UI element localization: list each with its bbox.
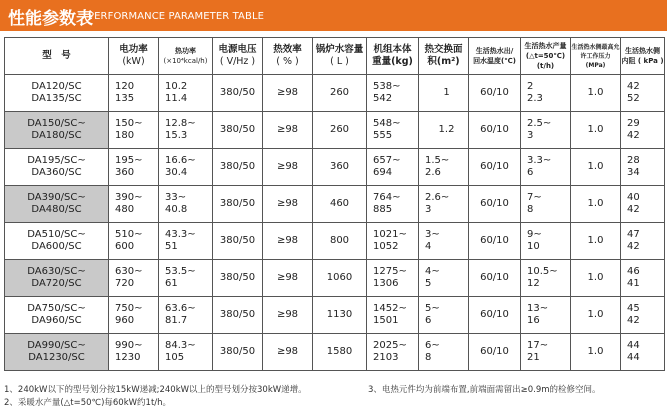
power-cell — [109, 149, 159, 186]
water-capacity-cell: 360 — [313, 149, 367, 186]
header-voltage: 电源电压 ( V/Hz ) — [213, 38, 263, 75]
water-output-cell-line: 2.5~ — [527, 118, 552, 129]
weight-cell-line: 538~ — [373, 81, 401, 92]
resistance-cell — [621, 112, 665, 149]
exchange-area-cell-line: 4 — [425, 241, 432, 252]
water-temp-cell: 60/10 — [469, 334, 521, 371]
resistance-cell-line: 34 — [627, 167, 640, 178]
water-output-cell-line: 17~ — [527, 340, 549, 351]
pressure-cell: 1.0 — [571, 260, 621, 297]
table-row — [5, 297, 665, 334]
resistance-cell — [621, 297, 665, 334]
voltage-cell: 380/50 — [213, 112, 263, 149]
power-cell — [109, 112, 159, 149]
resistance-cell-line: 42 — [627, 204, 640, 215]
power-cell-line: 1230 — [115, 352, 141, 363]
resistance-cell — [621, 75, 665, 112]
water-output-cell-line: 10.5~ — [527, 266, 558, 277]
power-cell-line: 630~ — [115, 266, 143, 277]
model-cell — [5, 186, 109, 223]
efficiency-cell: ≥98 — [263, 334, 313, 371]
heat-power-cell — [159, 297, 213, 334]
resistance-cell-line: 40 — [627, 192, 640, 203]
table-row — [5, 334, 665, 371]
weight-cell-line: 1052 — [373, 241, 399, 252]
water-capacity-cell: 1060 — [313, 260, 367, 297]
heat-power-cell — [159, 334, 213, 371]
table-row — [5, 260, 665, 297]
voltage-cell: 380/50 — [213, 75, 263, 112]
weight-cell-line: 555 — [373, 130, 393, 141]
water-output-cell-line: 3 — [527, 130, 534, 141]
power-cell-line: 135 — [115, 93, 135, 104]
model-cell-line: DA120/SC — [31, 81, 82, 92]
efficiency-cell: ≥98 — [263, 260, 313, 297]
title-bar — [0, 0, 667, 31]
model-cell-line: DA135/SC — [31, 93, 82, 104]
power-cell-line: 390~ — [115, 192, 143, 203]
exchange-area-cell — [419, 334, 469, 371]
resistance-cell-line: 44 — [627, 340, 640, 351]
header-water-capacity: 锅炉水容量 ( L ) — [313, 38, 367, 75]
water-output-cell-line: 2.3 — [527, 93, 543, 104]
model-cell-line: DA600/SC — [31, 241, 82, 252]
weight-cell — [367, 260, 419, 297]
heat-power-cell-line: 10.2 — [165, 81, 188, 92]
model-cell — [5, 112, 109, 149]
water-output-cell-line: 13~ — [527, 303, 549, 314]
weight-cell — [367, 334, 419, 371]
notes-right — [368, 384, 601, 397]
weight-cell-line: 1275~ — [373, 266, 407, 277]
header-resistance: 生活热水侧 内阻 ( kPa ) — [621, 38, 665, 75]
voltage-cell: 380/50 — [213, 260, 263, 297]
efficiency-cell: ≥98 — [263, 186, 313, 223]
heat-power-cell — [159, 186, 213, 223]
power-cell — [109, 186, 159, 223]
page-title-english: PERFORMANCE PARAMETER TABLE — [88, 11, 265, 22]
heat-power-cell-line: 30.4 — [165, 167, 188, 178]
water-output-cell-line: 7~ — [527, 192, 542, 203]
weight-cell — [367, 75, 419, 112]
model-cell-line: DA150/SC~ — [27, 118, 86, 129]
model-cell-line: DA510/SC~ — [27, 229, 86, 240]
header-water-temp: 生活热水出/ 回水温度(℃) — [469, 38, 521, 75]
weight-cell — [367, 112, 419, 149]
notes-left — [4, 384, 307, 410]
water-capacity-cell: 460 — [313, 186, 367, 223]
weight-cell-line: 694 — [373, 167, 393, 178]
heat-power-cell — [159, 112, 213, 149]
water-output-cell-line: 9~ — [527, 229, 542, 240]
water-temp-cell: 60/10 — [469, 260, 521, 297]
model-cell — [5, 297, 109, 334]
power-cell-line: 960 — [115, 315, 135, 326]
resistance-cell — [621, 260, 665, 297]
water-temp-cell: 60/10 — [469, 112, 521, 149]
exchange-area-cell — [419, 75, 469, 112]
exchange-area-cell-line: 1 — [443, 87, 450, 98]
table-header-row — [5, 38, 665, 75]
power-cell-line: 600 — [115, 241, 135, 252]
parameter-table — [4, 37, 665, 371]
model-cell — [5, 260, 109, 297]
water-output-cell — [521, 75, 571, 112]
water-output-cell — [521, 149, 571, 186]
water-capacity-cell: 1130 — [313, 297, 367, 334]
exchange-area-cell-line: 2.6 — [425, 167, 441, 178]
resistance-cell-line: 42 — [627, 315, 640, 326]
header-water-output: 生活热水产量 (△t=50℃)(t/h) — [521, 38, 571, 75]
water-output-cell-line: 10 — [527, 241, 540, 252]
heat-power-cell-line: 105 — [165, 352, 185, 363]
heat-power-cell-line: 16.6~ — [165, 155, 196, 166]
header-weight: 机组本体 重量(kg) — [367, 38, 419, 75]
resistance-cell-line: 41 — [627, 278, 640, 289]
model-cell-line: DA990/SC~ — [27, 340, 86, 351]
exchange-area-cell — [419, 149, 469, 186]
power-cell — [109, 223, 159, 260]
weight-cell — [367, 297, 419, 334]
resistance-cell-line: 52 — [627, 93, 640, 104]
resistance-cell — [621, 149, 665, 186]
exchange-area-cell-line: 1.2 — [438, 124, 455, 135]
heat-power-cell-line: 33~ — [165, 192, 187, 203]
efficiency-cell: ≥98 — [263, 223, 313, 260]
weight-cell-line: 885 — [373, 204, 393, 215]
model-cell-line: DA960/SC — [31, 315, 82, 326]
heat-power-cell-line: 12.8~ — [165, 118, 196, 129]
resistance-cell — [621, 334, 665, 371]
heat-power-cell-line: 15.3 — [165, 130, 188, 141]
heat-power-cell-line: 84.3~ — [165, 340, 196, 351]
header-heat-power: 热功率 (×10⁴kcal/h) — [159, 38, 213, 75]
water-output-cell — [521, 112, 571, 149]
pressure-cell: 1.0 — [571, 149, 621, 186]
exchange-area-cell-line: 6 — [425, 315, 432, 326]
weight-cell-line: 1306 — [373, 278, 399, 289]
model-cell-line: DA180/SC — [31, 130, 82, 141]
exchange-area-cell — [419, 297, 469, 334]
header-efficiency: 热效率 ( % ) — [263, 38, 313, 75]
water-output-cell — [521, 297, 571, 334]
weight-cell-line: 2103 — [373, 352, 399, 363]
header-max-pressure: 生活热水侧最高允 许工作压力(MPa) — [571, 38, 621, 75]
heat-power-cell — [159, 75, 213, 112]
water-output-cell — [521, 186, 571, 223]
heat-power-cell-line: 43.3~ — [165, 229, 196, 240]
exchange-area-cell-line: 3~ — [425, 229, 440, 240]
header-exchange-area: 热交换面 积(m²) — [419, 38, 469, 75]
weight-cell-line: 657~ — [373, 155, 401, 166]
weight-cell-line: 1501 — [373, 315, 399, 326]
water-temp-cell: 60/10 — [469, 75, 521, 112]
voltage-cell: 380/50 — [213, 334, 263, 371]
model-cell — [5, 149, 109, 186]
table-row — [5, 112, 665, 149]
exchange-area-cell-line: 5 — [425, 278, 432, 289]
weight-cell — [367, 149, 419, 186]
power-cell — [109, 260, 159, 297]
resistance-cell-line: 45 — [627, 303, 640, 314]
model-cell-line: DA1230/SC — [28, 352, 85, 363]
weight-cell-line: 2025~ — [373, 340, 407, 351]
power-cell-line: 120 — [115, 81, 135, 92]
voltage-cell: 380/50 — [213, 149, 263, 186]
heat-power-cell-line: 81.7 — [165, 315, 188, 326]
model-cell — [5, 223, 109, 260]
model-cell — [5, 75, 109, 112]
water-output-cell — [521, 334, 571, 371]
heat-power-cell-line: 51 — [165, 241, 178, 252]
exchange-area-cell — [419, 186, 469, 223]
exchange-area-cell-line: 3 — [425, 204, 432, 215]
table-row — [5, 223, 665, 260]
weight-cell-line: 764~ — [373, 192, 401, 203]
power-cell-line: 510~ — [115, 229, 143, 240]
exchange-area-cell-line: 2.6~ — [425, 192, 450, 203]
heat-power-cell-line: 63.6~ — [165, 303, 196, 314]
exchange-area-cell — [419, 260, 469, 297]
pressure-cell: 1.0 — [571, 297, 621, 334]
model-cell-line: DA630/SC~ — [27, 266, 86, 277]
power-cell-line: 180 — [115, 130, 135, 141]
resistance-cell-line: 42 — [627, 241, 640, 252]
water-output-cell — [521, 260, 571, 297]
model-cell-line: DA195/SC~ — [27, 155, 86, 166]
resistance-cell-line: 42 — [627, 81, 640, 92]
heat-power-cell-line: 53.5~ — [165, 266, 196, 277]
note-3: 3、电热元件均为前端布置,前端面需留出≥0.9m的检修空间。 — [368, 385, 601, 395]
power-cell-line: 360 — [115, 167, 135, 178]
exchange-area-cell — [419, 223, 469, 260]
water-output-cell-line: 2 — [527, 81, 534, 92]
resistance-cell-line: 44 — [627, 352, 640, 363]
efficiency-cell: ≥98 — [263, 149, 313, 186]
water-output-cell-line: 3.3~ — [527, 155, 552, 166]
pressure-cell: 1.0 — [571, 334, 621, 371]
water-temp-cell: 60/10 — [469, 223, 521, 260]
heat-power-cell — [159, 149, 213, 186]
heat-power-cell-line: 40.8 — [165, 204, 188, 215]
exchange-area-cell-line: 1.5~ — [425, 155, 450, 166]
note-2: 2、采暖水产量(△t=50℃)每60kW约1t/h。 — [4, 398, 172, 408]
water-capacity-cell: 800 — [313, 223, 367, 260]
exchange-area-cell-line: 5~ — [425, 303, 440, 314]
water-output-cell-line: 12 — [527, 278, 540, 289]
resistance-cell-line: 42 — [627, 130, 640, 141]
weight-cell — [367, 223, 419, 260]
table-row — [5, 75, 665, 112]
weight-cell — [367, 186, 419, 223]
exchange-area-cell-line: 8 — [425, 352, 432, 363]
pressure-cell: 1.0 — [571, 112, 621, 149]
resistance-cell-line: 46 — [627, 266, 640, 277]
water-temp-cell: 60/10 — [469, 186, 521, 223]
heat-power-cell — [159, 260, 213, 297]
model-cell-line: DA390/SC~ — [27, 192, 86, 203]
voltage-cell: 380/50 — [213, 223, 263, 260]
efficiency-cell: ≥98 — [263, 75, 313, 112]
weight-cell-line: 548~ — [373, 118, 401, 129]
efficiency-cell: ≥98 — [263, 297, 313, 334]
voltage-cell: 380/50 — [213, 297, 263, 334]
model-cell-line: DA480/SC — [31, 204, 82, 215]
exchange-area-cell — [419, 112, 469, 149]
power-cell — [109, 75, 159, 112]
model-cell — [5, 334, 109, 371]
power-cell-line: 480 — [115, 204, 135, 215]
power-cell — [109, 334, 159, 371]
heat-power-cell-line: 61 — [165, 278, 178, 289]
pressure-cell: 1.0 — [571, 223, 621, 260]
power-cell-line: 195~ — [115, 155, 143, 166]
water-output-cell — [521, 223, 571, 260]
weight-cell-line: 542 — [373, 93, 393, 104]
model-cell-line: DA750/SC~ — [27, 303, 86, 314]
water-output-cell-line: 8 — [527, 204, 534, 215]
water-capacity-cell: 260 — [313, 112, 367, 149]
page-title: 性能参数表 — [8, 9, 93, 29]
table-row — [5, 149, 665, 186]
model-cell-line: DA360/SC — [31, 167, 82, 178]
header-model: 型 号 — [5, 38, 109, 75]
power-cell-line: 150~ — [115, 118, 143, 129]
model-cell-line: DA720/SC — [31, 278, 82, 289]
weight-cell-line: 1021~ — [373, 229, 407, 240]
table-row — [5, 186, 665, 223]
heat-power-cell — [159, 223, 213, 260]
water-temp-cell: 60/10 — [469, 297, 521, 334]
power-cell-line: 990~ — [115, 340, 143, 351]
note-1: 1、240kW以下的型号划分按15kW递减;240kW以上的型号划分按30kW递增。 — [4, 385, 307, 395]
water-capacity-cell: 1580 — [313, 334, 367, 371]
resistance-cell-line: 28 — [627, 155, 640, 166]
resistance-cell-line: 47 — [627, 229, 640, 240]
power-cell-line: 720 — [115, 278, 135, 289]
heat-power-cell-line: 11.4 — [165, 93, 188, 104]
pressure-cell: 1.0 — [571, 75, 621, 112]
weight-cell-line: 1452~ — [373, 303, 407, 314]
power-cell-line: 750~ — [115, 303, 143, 314]
water-output-cell-line: 21 — [527, 352, 540, 363]
water-temp-cell: 60/10 — [469, 149, 521, 186]
resistance-cell-line: 29 — [627, 118, 640, 129]
power-cell — [109, 297, 159, 334]
exchange-area-cell-line: 6~ — [425, 340, 440, 351]
water-capacity-cell: 260 — [313, 75, 367, 112]
water-output-cell-line: 16 — [527, 315, 540, 326]
voltage-cell: 380/50 — [213, 186, 263, 223]
resistance-cell — [621, 223, 665, 260]
resistance-cell — [621, 186, 665, 223]
efficiency-cell: ≥98 — [263, 112, 313, 149]
water-output-cell-line: 6 — [527, 167, 534, 178]
header-power: 电功率 (kW) — [109, 38, 159, 75]
pressure-cell: 1.0 — [571, 186, 621, 223]
exchange-area-cell-line: 4~ — [425, 266, 440, 277]
